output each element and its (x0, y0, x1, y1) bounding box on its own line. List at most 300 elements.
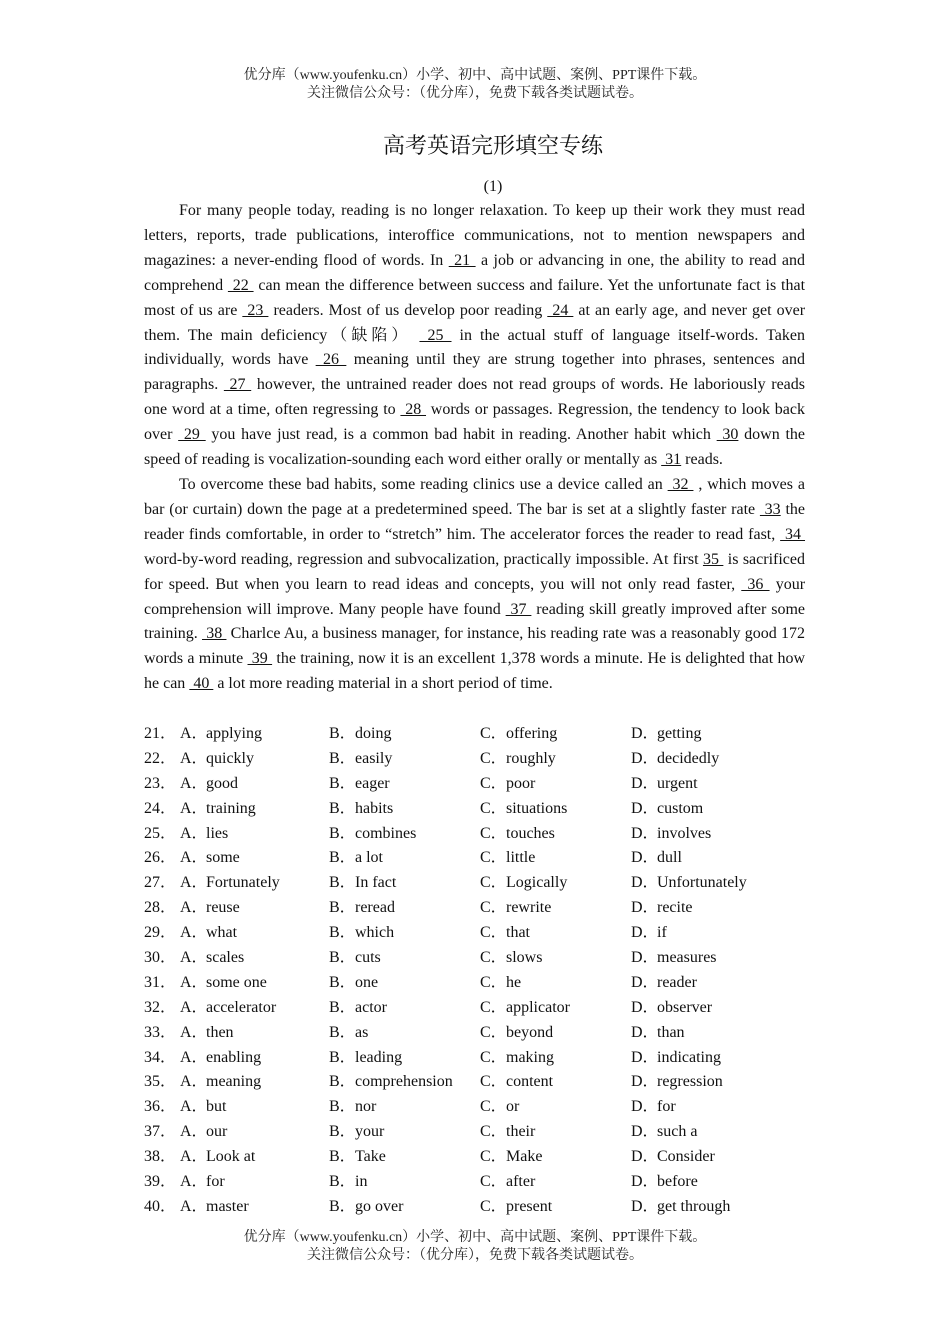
passage-text: To overcome these bad habits, some reading clinics use a device called an (179, 475, 668, 493)
question-row (144, 1070, 844, 1095)
option-text: before (657, 1173, 698, 1191)
option-d (631, 772, 782, 797)
option-b (329, 946, 480, 971)
option-letter: B． (329, 1098, 356, 1116)
option-c (480, 1120, 631, 1145)
option-a (180, 1021, 329, 1046)
option-a (180, 1195, 329, 1220)
option-text: getting (657, 725, 702, 742)
question-number: 26． (144, 849, 177, 867)
option-b (329, 921, 480, 946)
question-row (144, 1095, 844, 1120)
option-text: reread (355, 899, 395, 917)
question-row (144, 797, 844, 822)
option-c (480, 1070, 631, 1095)
option-a (180, 722, 329, 747)
option-letter: D． (631, 949, 659, 967)
option-b (329, 1021, 480, 1046)
option-text: as (355, 1023, 369, 1041)
option-text: Logically (506, 874, 568, 892)
passage-text: words or passages. Regression, the tendency to look back over (144, 401, 805, 444)
option-c (480, 996, 631, 1021)
passage-text: the reader finds comfortable, in order to “stretch” him. The accelerator forces the reader to read fast, (144, 500, 806, 543)
option-letter: D． (631, 1098, 659, 1116)
option-letter: B． (329, 1148, 356, 1166)
question-number: 25． (144, 824, 177, 842)
option-b (329, 1170, 480, 1195)
option-c (480, 722, 631, 747)
option-text: what (206, 924, 238, 942)
option-letter: C． (480, 1197, 507, 1215)
option-a (180, 1095, 329, 1120)
option-letter: D． (631, 924, 659, 942)
option-text: situations (506, 799, 568, 817)
option-text: little (506, 849, 536, 867)
blank-number: 36 (741, 575, 770, 593)
option-letter: A． (180, 1073, 208, 1091)
page-footer (0, 1229, 950, 1265)
option-text: offering (506, 725, 558, 742)
passage-text: word-by-word reading, regression and subvocalization, practically impossible. At first (144, 550, 703, 568)
option-text: good (206, 774, 238, 792)
option-text: quickly (206, 749, 254, 767)
option-letter: C． (480, 1123, 507, 1141)
question-number: 29． (144, 924, 177, 942)
question-row (144, 896, 844, 921)
option-b (329, 1070, 480, 1095)
passage-text: , which moves a bar (or curtain) down the page at a predetermined speed. The bar is set at a slightly faster rate (144, 475, 806, 518)
option-text: observer (657, 998, 713, 1016)
footer-line-2: 关注微信公众号：（优分库），免费下载各类试题试卷。 (307, 1248, 643, 1263)
option-text: some one (206, 973, 267, 991)
option-letter: C． (480, 1098, 507, 1116)
option-a (180, 1120, 329, 1145)
option-text: such a (657, 1123, 698, 1141)
option-text: content (506, 1073, 554, 1091)
option-text: indicating (657, 1048, 721, 1066)
passage-text: reads. (681, 451, 723, 469)
question-row (144, 946, 844, 971)
option-letter: C． (480, 949, 507, 967)
option-letter: B． (329, 973, 356, 991)
option-letter: D． (631, 973, 659, 991)
passage-text: down the speed of reading is vocalization-sounding each word either orally or mentally as (144, 426, 806, 469)
option-letter: B． (329, 1197, 356, 1215)
option-text: easily (355, 749, 393, 767)
option-letter: D． (631, 874, 659, 892)
option-letter: B． (329, 849, 356, 867)
option-a (180, 772, 329, 797)
option-b (329, 996, 480, 1021)
option-text: actor (355, 998, 387, 1016)
option-text: scales (206, 949, 245, 967)
passage-paragraph (144, 473, 805, 697)
option-text: enabling (206, 1048, 262, 1066)
question-number: 33． (144, 1023, 177, 1041)
option-letter: B． (329, 725, 356, 742)
option-letter: C． (480, 874, 507, 892)
option-text: cuts (355, 949, 381, 967)
option-d (631, 1095, 782, 1120)
option-text: reader (657, 973, 697, 991)
blank-number: 34 (780, 525, 806, 543)
option-letter: C． (480, 1173, 507, 1191)
question-row (144, 1170, 844, 1195)
option-letter: A． (180, 1197, 208, 1215)
answer-options (144, 722, 844, 1220)
option-letter: B． (329, 799, 356, 817)
blank-number: 24 (547, 301, 574, 319)
option-text: master (206, 1197, 249, 1215)
option-text: nor (355, 1098, 377, 1116)
option-letter: A． (180, 1148, 208, 1166)
passage-text: a job or advancing in one, the ability to read and comprehend (144, 251, 806, 294)
option-c (480, 747, 631, 772)
option-text: after (506, 1173, 536, 1191)
option-letter: C． (480, 899, 507, 917)
option-text: habits (355, 799, 394, 817)
option-d (631, 896, 782, 921)
option-d (631, 722, 782, 747)
question-row (144, 846, 844, 871)
option-letter: D． (631, 725, 659, 742)
option-d (631, 1120, 782, 1145)
option-c (480, 846, 631, 871)
question-row (144, 747, 844, 772)
option-b (329, 1120, 480, 1145)
option-b (329, 896, 480, 921)
option-letter: D． (631, 849, 659, 867)
option-text: rewrite (506, 899, 552, 917)
option-letter: C． (480, 824, 507, 842)
option-c (480, 822, 631, 847)
option-c (480, 871, 631, 896)
option-b (329, 822, 480, 847)
option-c (480, 772, 631, 797)
option-b (329, 747, 480, 772)
option-letter: B． (329, 899, 356, 917)
passage-text: your comprehension will improve. Many people have found (144, 575, 806, 618)
question-row (144, 921, 844, 946)
option-a (180, 896, 329, 921)
passage-text: the training, now it is an excellent 1,378 words a minute. He is delighted that how he can (144, 650, 806, 693)
option-text: meaning (206, 1073, 262, 1091)
option-text: applying (206, 725, 262, 742)
option-letter: C． (480, 1048, 507, 1066)
option-d (631, 846, 782, 871)
option-text: making (506, 1048, 554, 1066)
option-c (480, 797, 631, 822)
passage-text: can mean the difference between success and failure. Yet the unfortunate fact is that most of us are (144, 276, 806, 319)
header-line-2: 关注微信公众号：（优分库），免费下载各类试题试卷。 (307, 86, 643, 101)
option-d (631, 1021, 782, 1046)
question-number: 35． (144, 1073, 177, 1091)
passage-text: For many people today, reading is no longer relaxation. To keep up their work they must read letters, reports, trade publications, interoffice communications, not to mention newspapers and magazines: a never-ending flood of words. In (144, 202, 805, 269)
question-number: 39． (144, 1173, 177, 1191)
option-text: slows (506, 949, 543, 967)
passage-text: a lot more reading material in a short period of time. (213, 675, 553, 693)
option-text: in (355, 1173, 368, 1191)
blank-number: 25 (419, 326, 452, 344)
option-text: that (506, 924, 530, 942)
option-text: our (206, 1123, 228, 1141)
option-text: regression (657, 1073, 723, 1091)
page-title: 高考英语完形填空专练 (382, 134, 603, 159)
option-text: a lot (355, 849, 383, 867)
option-letter: D． (631, 998, 659, 1016)
question-number: 31． (144, 973, 177, 991)
option-letter: C． (480, 774, 507, 792)
option-b (329, 871, 480, 896)
option-letter: B． (329, 924, 356, 942)
option-letter: D． (631, 799, 659, 817)
question-row (144, 722, 844, 747)
option-text: for (206, 1173, 225, 1191)
option-c (480, 896, 631, 921)
option-letter: B． (329, 774, 356, 792)
blank-number: 26 (315, 351, 347, 369)
option-a (180, 921, 329, 946)
option-d (631, 1046, 782, 1071)
passage-text: however, the untrained reader does not read groups of words. He laboriously reads one word at a time, often regressing to (144, 376, 806, 419)
option-text: then (206, 1023, 234, 1041)
option-d (631, 1170, 782, 1195)
option-letter: A． (180, 998, 208, 1016)
option-letter: A． (180, 824, 208, 842)
option-b (329, 722, 480, 747)
option-letter: B． (329, 998, 356, 1016)
option-text: Unfortunately (657, 874, 747, 892)
passage-text: Charlce Au, a business manager, for instance, his reading rate was a reasonably good 172 words a minute (144, 625, 806, 668)
option-text: accelerator (206, 998, 277, 1016)
option-a (180, 846, 329, 871)
option-d (631, 1145, 782, 1170)
question-number: 36． (144, 1098, 177, 1116)
page-header (0, 67, 950, 103)
option-text: eager (355, 774, 390, 792)
option-c (480, 1170, 631, 1195)
header-line-1: 优分库（www.youfenku.cn）小学、初中、高中试题、案例、PPT课件下载。 (243, 68, 707, 83)
option-letter: A． (180, 1098, 208, 1116)
question-number: 32． (144, 998, 177, 1016)
option-letter: D． (631, 1148, 659, 1166)
option-letter: A． (180, 1048, 208, 1066)
question-row (144, 1021, 844, 1046)
option-letter: A． (180, 725, 208, 742)
passage-text: is sacrificed for speed. But when you learn to read ideas and concepts, you will not only read faster, (144, 550, 805, 593)
option-letter: A． (180, 1023, 208, 1041)
option-letter: D． (631, 1023, 659, 1041)
option-b (329, 772, 480, 797)
option-a (180, 1145, 329, 1170)
blank-number: 37 (505, 600, 532, 618)
option-c (480, 921, 631, 946)
cloze-passage (144, 199, 805, 697)
option-letter: A． (180, 749, 208, 767)
question-number: 27． (144, 874, 177, 892)
option-text: training (206, 799, 256, 817)
blank-number: 29 (178, 426, 206, 444)
option-text: decidedly (657, 749, 720, 767)
blank-number: 27 (223, 376, 252, 394)
option-letter: B． (329, 1023, 356, 1041)
question-row (144, 1046, 844, 1071)
option-letter: B． (329, 1123, 356, 1141)
blank-number: 28 (400, 401, 427, 419)
option-letter: C． (480, 1023, 507, 1041)
option-text: touches (506, 824, 555, 842)
blank-number: 39 (247, 650, 273, 668)
option-letter: A． (180, 874, 208, 892)
option-text: In fact (355, 874, 397, 892)
option-text: go over (355, 1197, 404, 1215)
option-text: present (506, 1197, 553, 1215)
question-number: 40． (144, 1197, 177, 1215)
option-letter: C． (480, 849, 507, 867)
passage-paragraph (144, 199, 805, 473)
option-text: for (657, 1098, 676, 1116)
option-a (180, 1046, 329, 1071)
option-text: Fortunately (206, 874, 280, 892)
option-text: poor (506, 774, 536, 792)
option-letter: C． (480, 998, 507, 1016)
question-number: 34． (144, 1048, 177, 1066)
option-letter: C． (480, 799, 507, 817)
option-d (631, 871, 782, 896)
blank-number: 31 (661, 451, 682, 469)
option-d (631, 971, 782, 996)
option-d (631, 1195, 782, 1220)
option-letter: D． (631, 1073, 659, 1091)
option-text: Look at (206, 1148, 256, 1166)
option-text: if (657, 924, 667, 942)
option-d (631, 747, 782, 772)
option-b (329, 1195, 480, 1220)
question-number: 21． (144, 725, 177, 742)
option-letter: A． (180, 949, 208, 967)
question-row (144, 1195, 844, 1220)
blank-number: 22 (227, 276, 254, 294)
option-b (329, 797, 480, 822)
option-letter: D． (631, 1123, 659, 1141)
option-text: than (657, 1023, 685, 1041)
blank-number: 33 (759, 500, 781, 518)
option-text: measures (657, 949, 717, 967)
option-text: leading (355, 1048, 403, 1066)
option-c (480, 1046, 631, 1071)
option-text: he (506, 973, 522, 991)
option-letter: D． (631, 824, 659, 842)
question-number: 38． (144, 1148, 177, 1166)
option-c (480, 971, 631, 996)
option-letter: A． (180, 973, 208, 991)
option-letter: B． (329, 1173, 356, 1191)
option-text: their (506, 1123, 536, 1141)
question-row (144, 822, 844, 847)
option-a (180, 1170, 329, 1195)
blank-number: 40 (189, 675, 214, 693)
question-number: 23． (144, 774, 177, 792)
option-letter: C． (480, 924, 507, 942)
option-a (180, 871, 329, 896)
option-letter: D． (631, 749, 659, 767)
option-letter: D． (631, 774, 659, 792)
blank-number: 38 (202, 625, 227, 643)
option-b (329, 1046, 480, 1071)
blank-number: 30 (716, 426, 739, 444)
option-text: applicator (506, 998, 570, 1016)
option-letter: C． (480, 749, 507, 767)
question-number: 22． (144, 749, 177, 767)
option-d (631, 946, 782, 971)
option-letter: A． (180, 924, 208, 942)
option-a (180, 822, 329, 847)
option-b (329, 971, 480, 996)
option-letter: C． (480, 1073, 507, 1091)
question-number: 30． (144, 949, 177, 967)
option-a (180, 797, 329, 822)
section-number: (1) (483, 178, 503, 195)
option-text: lies (206, 824, 229, 842)
question-row (144, 772, 844, 797)
option-text: or (506, 1098, 520, 1116)
option-d (631, 797, 782, 822)
question-number: 24． (144, 799, 177, 817)
question-row (144, 996, 844, 1021)
passage-text: reading skill greatly improved after some training. (144, 600, 806, 643)
question-number: 37． (144, 1123, 177, 1141)
option-c (480, 1145, 631, 1170)
option-d (631, 996, 782, 1021)
option-letter: A． (180, 849, 208, 867)
option-text: comprehension (355, 1073, 453, 1091)
passage-text: readers. Most of us develop poor reading (268, 301, 548, 319)
option-c (480, 1021, 631, 1046)
option-letter: D． (631, 1048, 659, 1066)
option-text: dull (657, 849, 682, 867)
question-row (144, 1145, 844, 1170)
option-letter: A． (180, 774, 208, 792)
blank-number: 35 (702, 550, 724, 568)
option-text: Take (355, 1148, 386, 1166)
question-number: 28． (144, 899, 177, 917)
question-row (144, 971, 844, 996)
option-b (329, 1095, 480, 1120)
option-letter: D． (631, 1173, 659, 1191)
option-a (180, 1070, 329, 1095)
option-text: doing (355, 725, 392, 742)
blank-number: 21 (448, 251, 476, 269)
option-letter: D． (631, 899, 659, 917)
option-text: involves (657, 824, 712, 842)
option-letter: A． (180, 799, 208, 817)
option-c (480, 1095, 631, 1120)
option-a (180, 747, 329, 772)
footer-line-1: 优分库（www.youfenku.cn）小学、初中、高中试题、案例、PPT课件下载。 (243, 1230, 707, 1245)
option-a (180, 971, 329, 996)
option-letter: B． (329, 749, 356, 767)
option-letter: B． (329, 824, 356, 842)
option-letter: B． (329, 874, 356, 892)
passage-text: at an early age, and never get over them. The main deficiency（缺陷） (144, 301, 806, 344)
option-text: Consider (657, 1148, 715, 1166)
passage-text: in the actual stuff of language itself-words. Taken individually, words have (144, 326, 806, 369)
option-letter: C． (480, 1148, 507, 1166)
option-letter: B． (329, 1073, 356, 1091)
passage-text: you have just read, is a common bad habit in reading. Another habit which (205, 426, 717, 444)
option-text: beyond (506, 1023, 554, 1041)
option-letter: D． (631, 1197, 659, 1215)
